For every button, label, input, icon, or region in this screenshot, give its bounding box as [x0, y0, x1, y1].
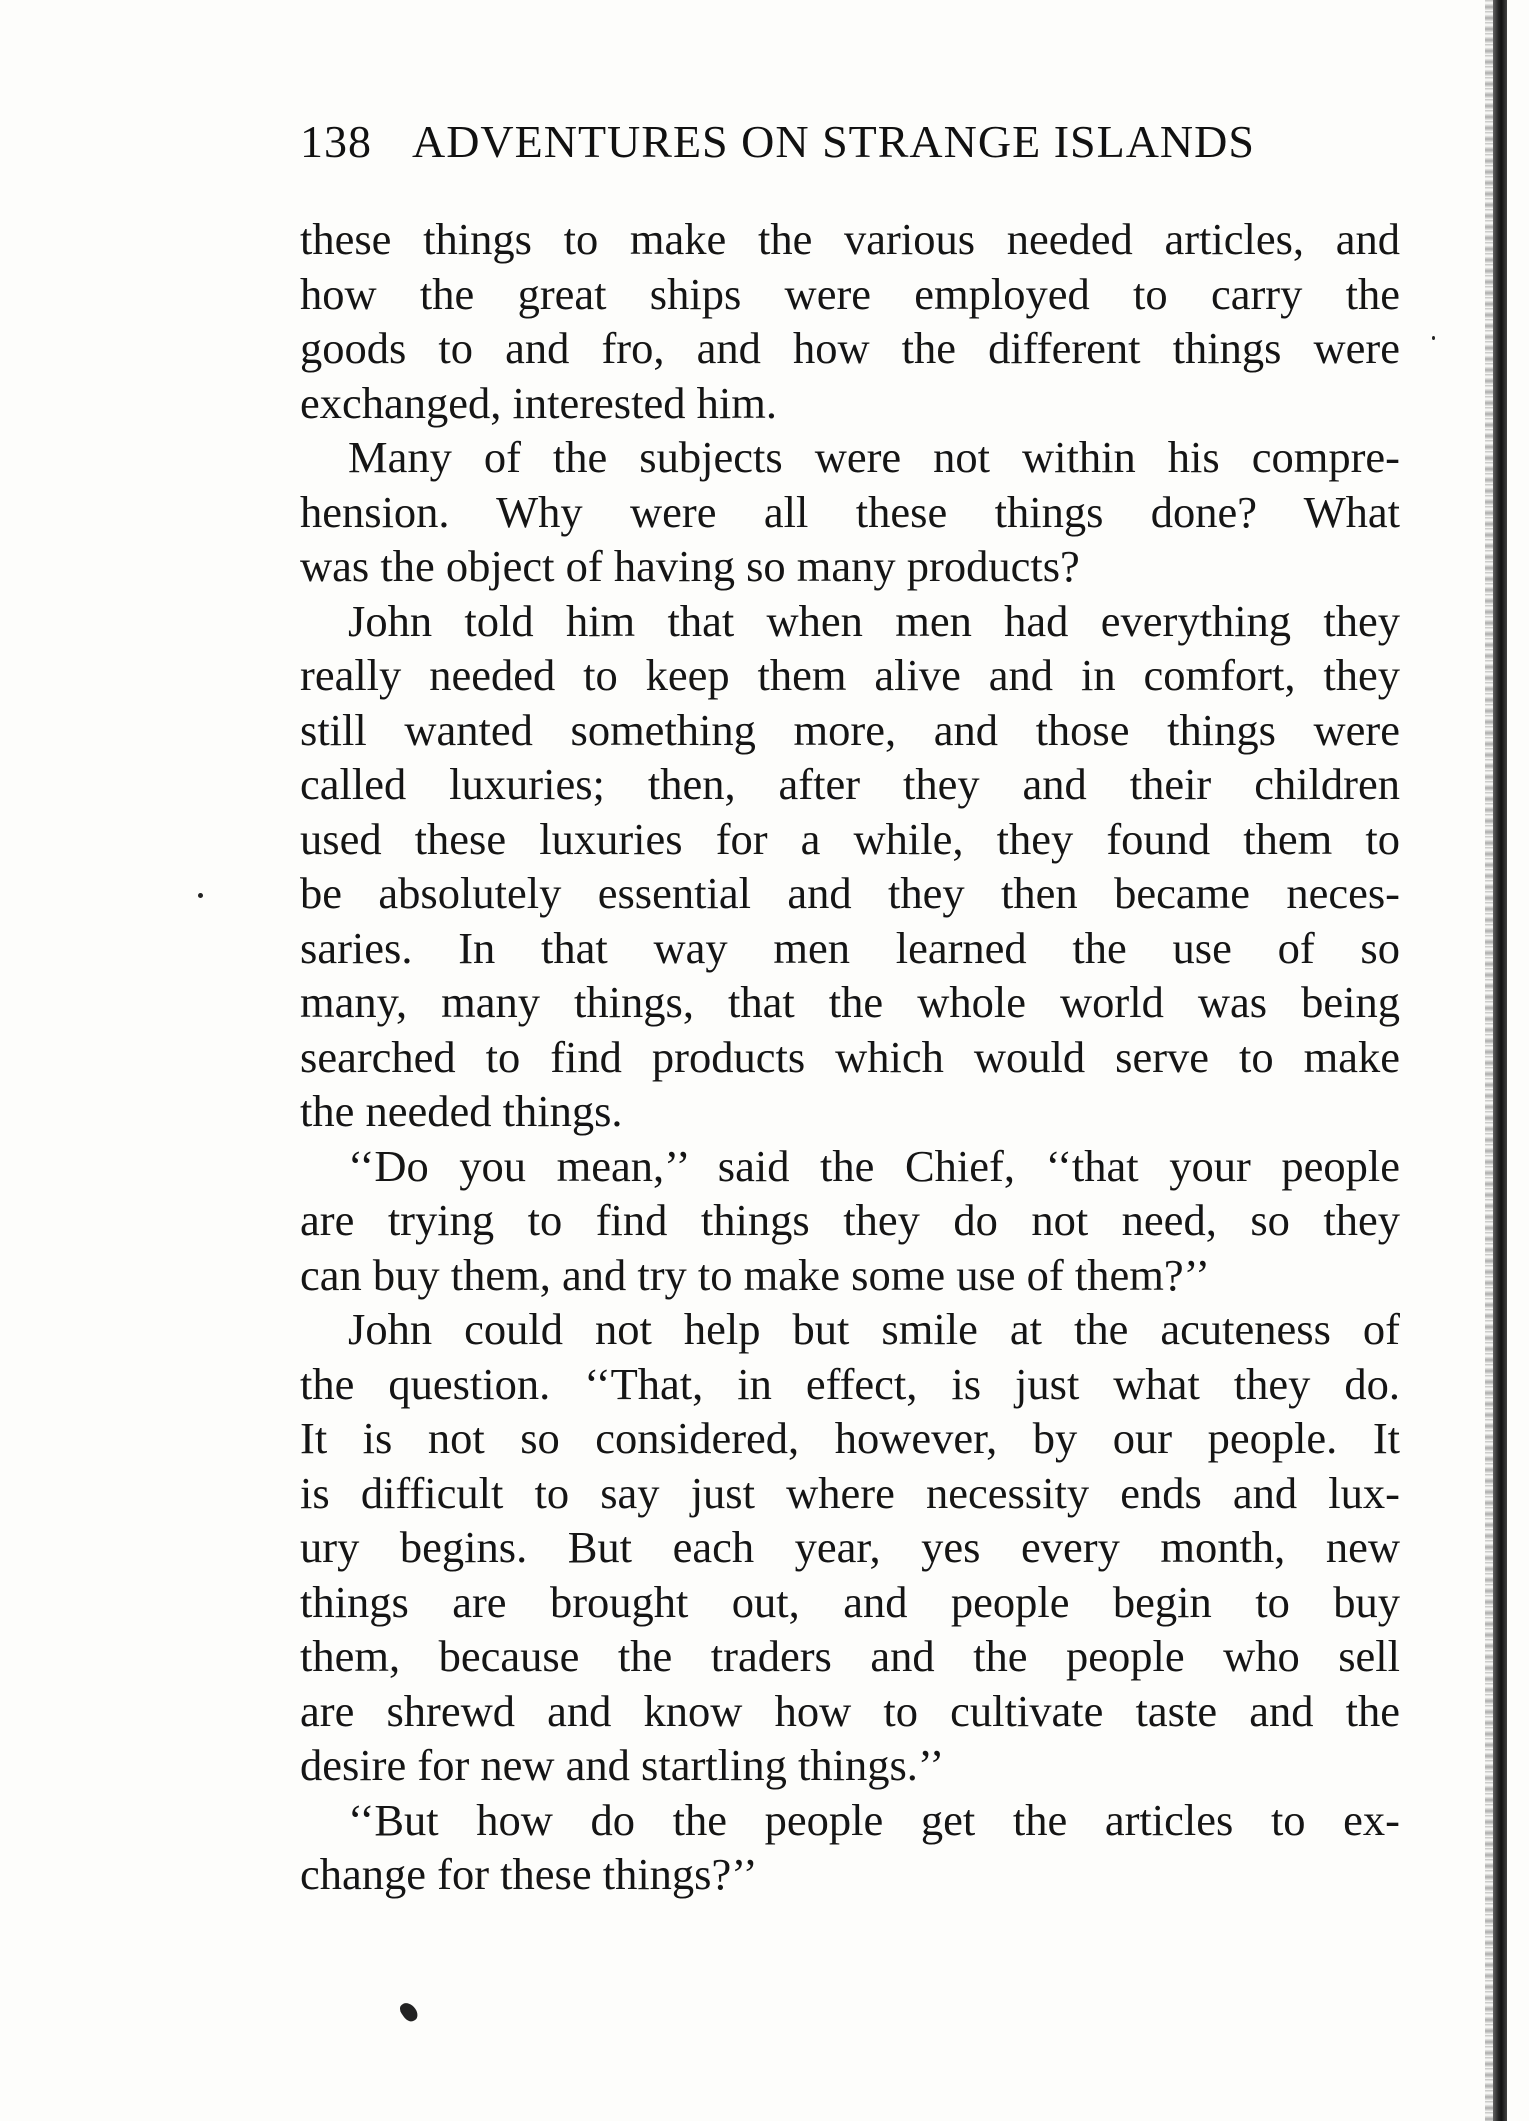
text-line: are shrewd and know how to cultivate taste and the: [300, 1685, 1400, 1736]
text-line: is difficult to say just where necessity ends and lux-: [300, 1467, 1400, 1518]
text-line: goods to and fro, and how the different things were: [300, 323, 1400, 373]
running-header: [300, 115, 1400, 168]
text-line: how the great ships were employed to carry the: [300, 268, 1400, 319]
text-line: still wanted something more, and those things were: [300, 704, 1400, 755]
running-title: ADVENTURES ON STRANGE ISLANDS: [411, 116, 1255, 167]
text-line: can buy them, and try to make some use of them?’’: [300, 1249, 1210, 1300]
binding-shadow: [1493, 0, 1507, 2121]
print-speck: [198, 893, 203, 898]
text-line: saries. In that way men learned the use of so: [300, 922, 1400, 973]
text-line: them, because the traders and the people who sell: [300, 1631, 1400, 1681]
text-line: hension. Why were all these things done? What: [300, 486, 1400, 537]
text-line: change for these things?’’: [300, 1849, 758, 1899]
text-line: used these luxuries for a while, they found them to: [300, 813, 1400, 864]
text-line: be absolutely essential and they then became neces-: [300, 868, 1400, 918]
text-line: the needed things.: [300, 1086, 623, 1136]
text-line: John told him that when men had everything they: [348, 595, 1400, 646]
text-line: It is not so considered, however, by our people. It: [300, 1413, 1400, 1463]
text-line: really needed to keep them alive and in comfort, they: [300, 650, 1400, 700]
text-line: are trying to find things they do not need, so they: [300, 1195, 1400, 1245]
print-speck: [1432, 336, 1435, 340]
text-line: John could not help but smile at the acuteness of: [348, 1304, 1400, 1354]
text-line: the question. ‘‘That, in effect, is just what they do.: [300, 1358, 1400, 1409]
text-line: desire for new and startling things.’’: [300, 1740, 945, 1790]
text-line: ury begins. But each year, yes every month, new: [300, 1522, 1400, 1572]
text-line: called luxuries; then, after they and their children: [300, 759, 1400, 809]
text-line: these things to make the various needed articles, and: [300, 214, 1400, 264]
text-line: searched to find products which would serve to make: [300, 1031, 1400, 1082]
print-speck: [398, 2000, 421, 2024]
text-line: ‘‘But how do the people get the articles to ex-: [348, 1794, 1400, 1845]
text-line: was the object of having so many products?: [300, 541, 1080, 591]
body-text: [300, 212, 1400, 1902]
text-line: many, many things, that the whole world was being: [300, 977, 1400, 1027]
text-line: ‘‘Do you mean,’’ said the Chief, ‘‘that your people: [348, 1140, 1400, 1191]
text-line: Many of the subjects were not within his compre-: [348, 432, 1400, 482]
page-number: 138: [300, 116, 372, 167]
text-line: exchanged, interested him.: [300, 377, 777, 428]
text-line: things are brought out, and people begin to buy: [300, 1576, 1400, 1627]
